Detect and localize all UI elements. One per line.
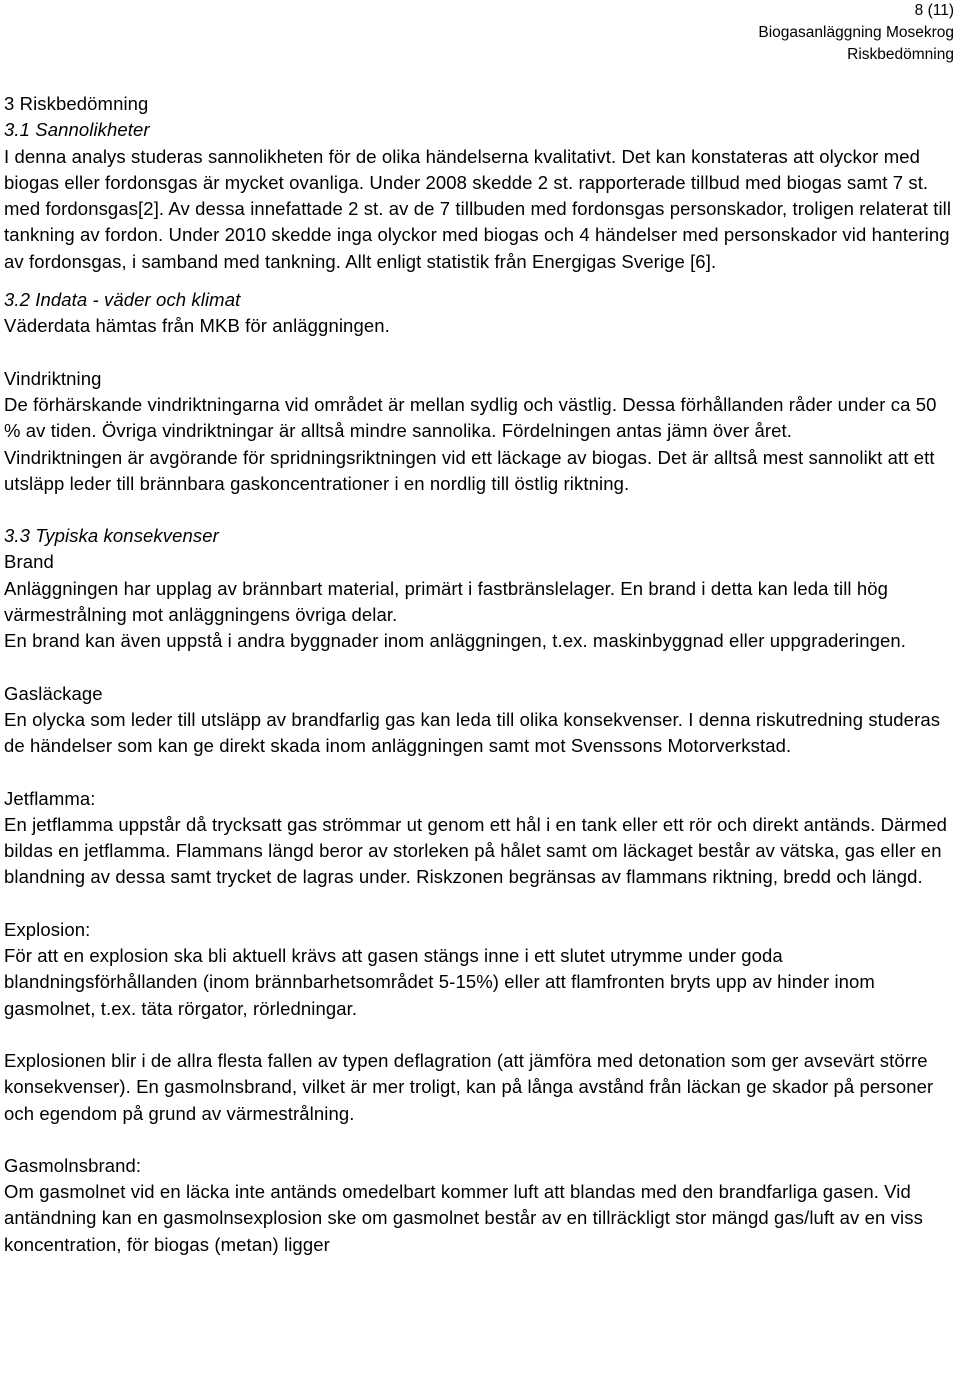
brand-text-2: En brand kan även uppstå i andra byggnader inom anläggningen, t.ex. maskinbyggnad eller uppgraderingen.	[4, 630, 907, 652]
gas-leak-text: En olycka som leder till utsläpp av brandfarlig gas kan leda till olika konsekvenser. I denna riskutredning studeras de händelser som kan ge direkt skada inom anläggningen samt mot Svenssons Motorverkstad.	[4, 708, 941, 757]
brand-text-1: Anläggningen har upplag av brännbart material, primärt i fastbränslelager. En brand i detta kan leda till hög värmestrålning mot anläggningens övriga delar.	[4, 577, 889, 626]
jet-flame-text: En jetflamma uppstår då trycksatt gas strömmar ut genom ett hål i en tank eller ett rör och direkt antänds. Därmed bildas en jetflamma. Flammans längd beror av storleken på hålet samt om läckaget består av vätska, gas eller en blandning av dessa samt trycket de lagras under. Riskzonen begränsas av flammans riktning, bredd och längd.	[4, 813, 947, 888]
brand-heading: Brand	[4, 551, 54, 573]
gas-leak-heading: Gasläckage	[4, 682, 103, 704]
explosion-text-2: Explosionen blir i de allra flesta fallen av typen deflagration (att jämföra med detonation som ger avsevärt större konsekvenser). En gasmolnsbrand, vilket är mer troligt, kan på långa avstånd från läckan ge skador på personer och egendom på grund av värmestrålning.	[4, 1049, 934, 1124]
page-header	[758, 0, 954, 66]
jet-flame-heading: Jetflamma:	[4, 787, 96, 809]
section-3-1-heading: 3.1 Sannolikheter	[4, 119, 150, 141]
wind-text-2: Vindriktningen är avgörande för spridningsriktningen vid ett läckage av biogas. Det är alltså mest sannolikt att ett utsläpp leder till brännbara gaskoncentrationer i en nordlig till östlig riktning.	[4, 446, 935, 494]
gas-cloud-fire-text: Om gasmolnet vid en läcka inte antänds omedelbart kommer luft att blandas med den brandfarliga gasen. Vid antändning kan en gasmolnsexplosion ske om gasmolnet består av en tillräckligt stor mängd gas/luft av en viss koncentration, för biogas (metan) ligger	[4, 1181, 923, 1255]
section-3-2-text: Väderdata hämtas från MKB för anläggningen.	[4, 315, 390, 337]
header-project: Biogasanläggning Mosekrog	[758, 24, 954, 41]
explosion-text-1: För att en explosion ska bli aktuell krävs att gasen stängs inne i ett slutet utrymme under goda blandningsförhållanden (inom brännbarhetsområdet 5-15%) eller att flamfronten bryts upp av hinder inom gasmolnet, t.ex. täta rörgator, rörledningar.	[4, 945, 875, 1019]
explosion-heading: Explosion:	[4, 918, 91, 940]
document-body	[4, 91, 954, 1258]
section-3-heading: 3 Riskbedömning	[4, 93, 149, 114]
section-3-3-heading: 3.3 Typiska konsekvenser	[4, 525, 219, 547]
wind-heading: Vindriktning	[4, 367, 102, 389]
page-number: 8 (11)	[914, 2, 954, 19]
wind-text-1: De förhärskande vindriktningarna vid området är mellan sydlig och västlig. Dessa förhållanden råder under ca 50 % av tiden. Övriga vindriktningar är alltså mindre sannolika. Fördelningen antas jämn över året.	[4, 393, 937, 442]
section-3-2-heading: 3.2 Indata - väder och klimat	[4, 289, 241, 311]
gas-cloud-fire-heading: Gasmolnsbrand:	[4, 1154, 142, 1176]
header-doc-title: Riskbedömning	[847, 46, 954, 63]
section-3-1-text: I denna analys studeras sannolikheten för de olika händelserna kvalitativt. Det kan konstateras att olyckor med biogas eller fordonsgas är mycket ovanliga. Under 2008 skedde 2 st. rapporterade tillbud med biogas samt 7 st. med fordonsgas[2]. Av dessa innefattade 2 st. av de 7 tillbuden med fordonsgas personskador, troligen relaterat till tankning av fordon. Under 2010 skedde inga olyckor med biogas och 4 händelser med personskador vid hantering av fordonsgas, i samband med tankning. Allt enligt statistik från Energigas Sverige [6].	[4, 145, 952, 272]
